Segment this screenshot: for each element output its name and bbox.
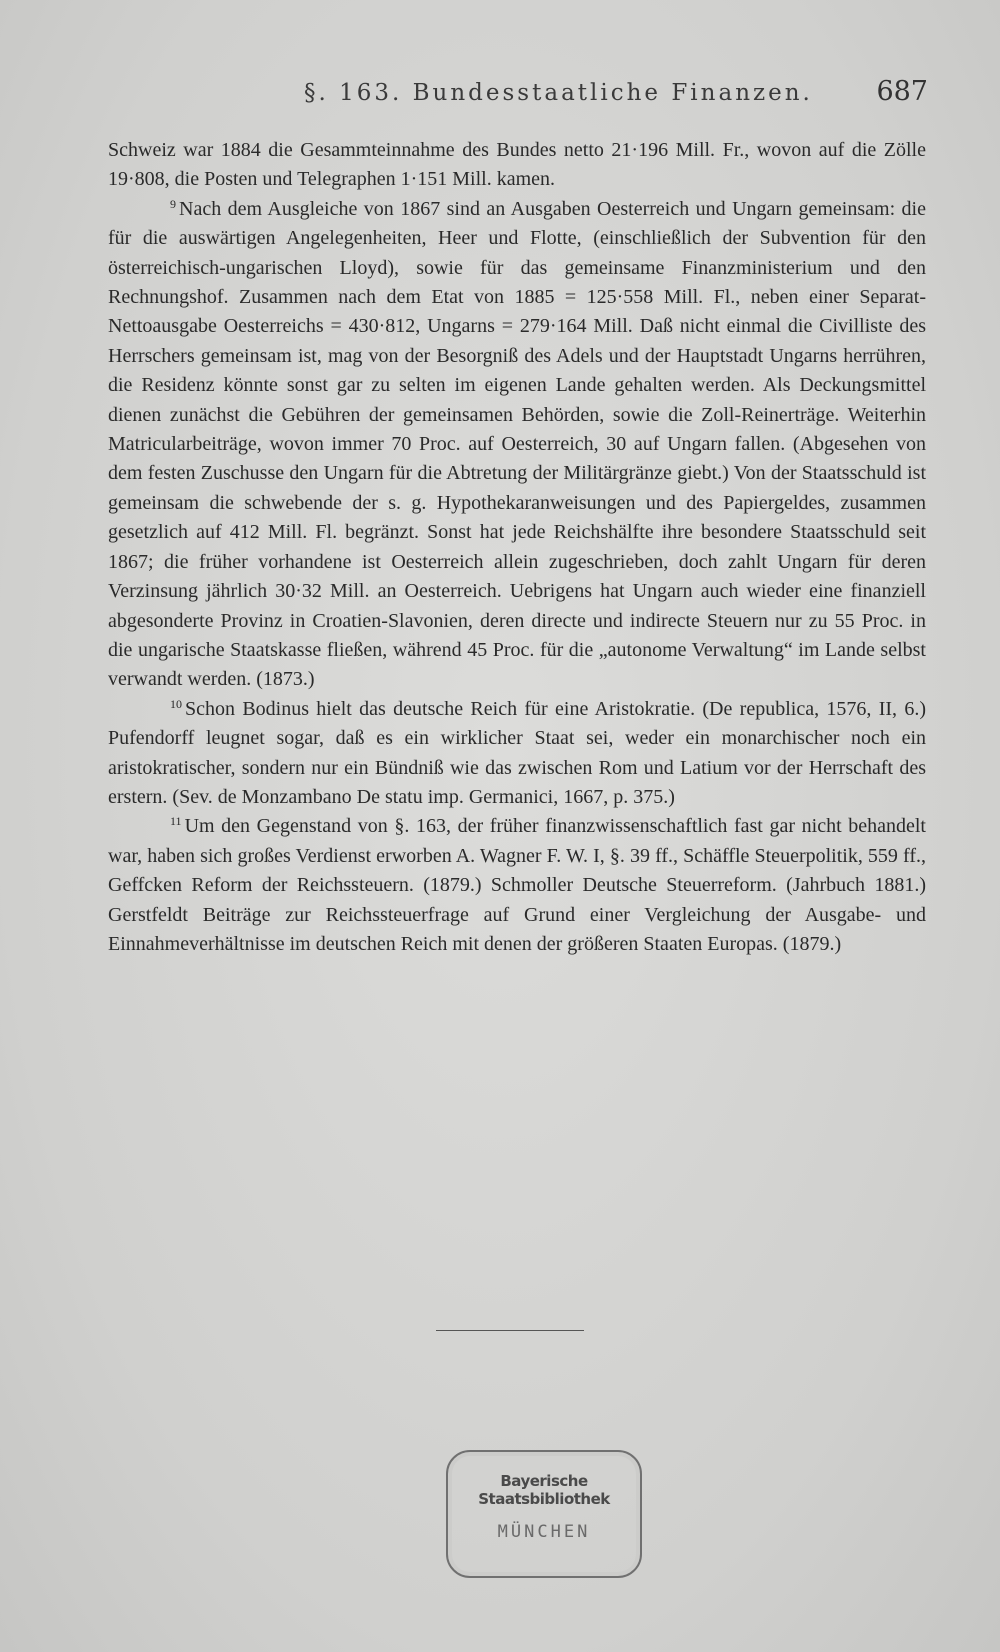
running-title: §. 163. Bundesstaatliche Finanzen. — [304, 80, 813, 106]
page-header — [108, 76, 928, 116]
footnote-10 — [108, 695, 926, 813]
library-stamp — [446, 1450, 642, 1578]
paragraph-text: Um den Gegenstand von §. 163, der früher finanzwissenschaftlich fast gar nicht behandelt war, haben sich großes Verdienst erworben A. Wagner F. W. I, §. 39 ff., Schäffle Steuerpolitik, 559 ff., Geffcken Reform der Reichssteuern. (1879.) Schmoller Deutsche Steuerreform. (Jahrbuch 1881.) Gerstfeldt Beiträge zur Reichssteuerfrage auf Grund einer Vergleichung der Ausgabe- und Einnahmeverhältnisse im deutschen Reich mit denen der größeren Staaten Europas. (1879.) — [108, 815, 926, 955]
footnotes-body — [108, 136, 926, 959]
footnote-marker: 10 — [170, 696, 182, 711]
footnote-8-continuation — [108, 136, 926, 195]
stamp-text — [466, 1472, 622, 1542]
stamp-line-3: MÜNCHEN — [497, 1522, 591, 1542]
paragraph-text: Nach dem Ausgleiche von 1867 sind an Ausgaben Oesterreich und Ungarn gemeinsam: die für die auswärtigen Angelegenheiten, Heer und Flotte, (einschließlich der Subvention für den österreichisch-ungarischen Lloyd), sowie für das gemeinsame Finanzministerium und den Rechnungshof. Zusammen nach dem Etat von 1885 = 125·558 Mill. Fl., neben einer Separat-Nettoausgabe Oesterreichs = 430·812, Ungarns = 279·164 Mill. Daß nicht einmal die Civilliste des Herrschers gemeinsam ist, mag von der Besorgniß des Adels und der Hauptstadt Ungarns herrühren, die Residenz könnte sonst gar zu selten im eigenen Lande gehalten werden. Als Deckungsmittel dienen zunächst die Gebühren der gemeinsamen Behörden, sowie die Zoll-Reinerträge. Weiterhin Matricularbeiträge, wovon immer 70 Proc. auf Oesterreich, 30 auf Ungarn fallen. (Abgesehen von dem festen Zuschusse den Ungarn für die Abtretung der Militärgränze giebt.) Von der Staatsschuld ist gemeinsam die schwebende der s. g. Hypothekaranweisungen und des Papiergeldes, zusammen gesetzlich auf 412 Mill. Fl. begränzt. Sonst hat jede Reichshälfte ihre besondere Staatsschuld seit 1867; die früher vorhandene ist Oesterreich allein zugeschrieben, doch zahlt Ungarn für deren Verzinsung jährlich 30·32 Mill. an Oesterreich. Uebrigens hat Ungarn auch wieder eine finanziell abgesonderte Provinz in Croatien-Slavonien, deren directe und indirecte Steuern nur zu 55 Proc. in die ungarische Staatskasse fließen, während 45 Proc. für die „autonome Verwaltung“ im Lande selbst verwandt werden. (1873.) — [108, 197, 926, 691]
stamp-line-2: Staatsbibliothek — [478, 1490, 610, 1508]
stamp-line-1: Bayerische — [500, 1472, 588, 1490]
footnote-marker: 11 — [170, 814, 182, 829]
footnote-9 — [108, 195, 926, 695]
end-rule-divider — [436, 1330, 584, 1331]
footnote-11 — [108, 812, 926, 959]
footnote-marker: 9 — [170, 196, 176, 211]
paragraph-text: Schon Bodinus hielt das deutsche Reich für eine Aristokratie. (De republica, 1576, II, 6.) Pufendorff leugnet sogar, daß es ein wirklicher Staat sei, weder ein monarchischer noch ein aristokratischer, sondern nur ein Bündniß wie das zwischen Rom und Latium vor der Herrschaft des erstern. (Sev. de Monzambano De statu imp. Germanici, 1667, p. 375.) — [108, 697, 926, 808]
paragraph-text: Schweiz war 1884 die Gesammteinnahme des Bundes netto 21·196 Mill. Fr., wovon auf die Zölle 19·808, die Posten und Telegraphen 1·151 Mill. kamen. — [108, 139, 926, 191]
page-number: 687 — [876, 76, 928, 107]
